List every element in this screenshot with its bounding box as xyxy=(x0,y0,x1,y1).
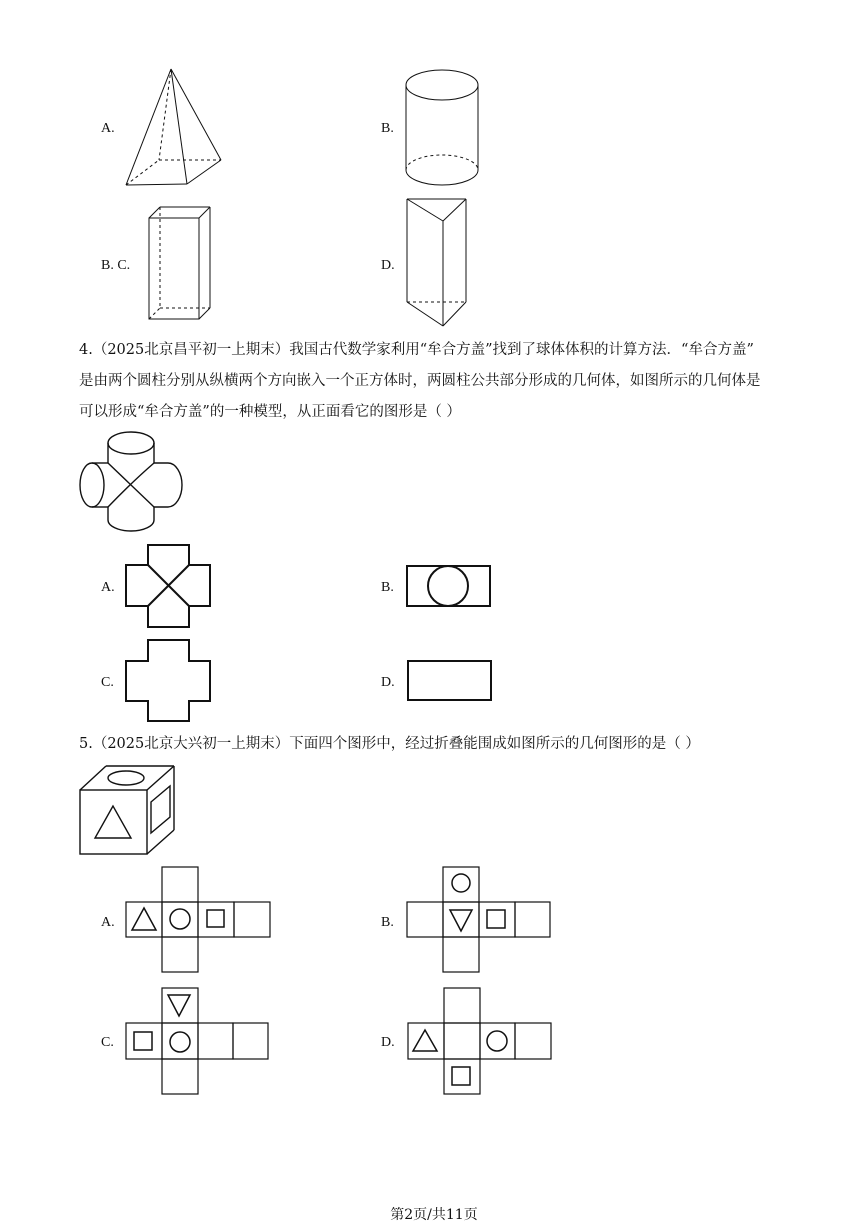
q4-option-d-label: D. xyxy=(381,675,395,690)
q5-option-c-label: C. xyxy=(101,1035,114,1050)
q5-option-b-label: B. xyxy=(381,915,394,930)
q5-option-a-label: A. xyxy=(101,915,115,930)
q4-option-b-label: B. xyxy=(381,580,394,595)
q4-option-c-label: C. xyxy=(101,675,114,690)
q5-option-d-label: D. xyxy=(381,1035,395,1050)
q4-text-line3: 可以形成“牟合方盖”的一种模型，从正面看它的图形是（ ） xyxy=(79,404,461,420)
q4-text-line2: 是由两个圆柱分别从纵横两个方向嵌入一个正方体时，两圆柱公共部分形成的几何体，如图所示的几何体是 xyxy=(79,373,761,389)
q3-option-d-label: D. xyxy=(381,258,395,273)
q4-option-a-label: A. xyxy=(101,580,115,595)
q3-option-b-label: B. xyxy=(381,121,394,136)
q3-option-a-label: A. xyxy=(101,121,115,136)
page-footer: 第2页/共11页 xyxy=(390,1207,478,1223)
q3-option-c-label: B. C. xyxy=(101,258,131,273)
q5-text-line1: 5.（2025北京大兴初一上期末）下面四个图形中，经过折叠能围成如图所示的几何图形的是（ ） xyxy=(79,736,700,752)
q4-text-line1: 4.（2025北京昌平初一上期末）我国古代数学家利用“牟合方盖”找到了球体体积的计算方法．“牟合方盖” xyxy=(79,342,754,358)
